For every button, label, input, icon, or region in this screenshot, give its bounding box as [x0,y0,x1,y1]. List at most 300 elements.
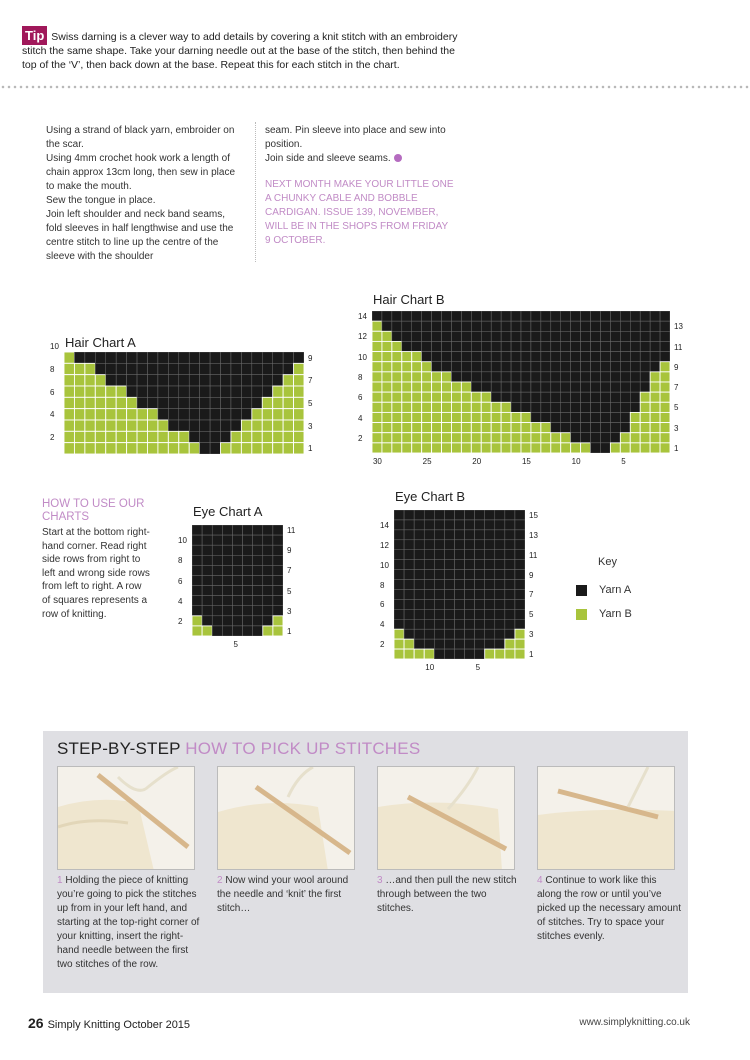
chart-cell [561,412,571,422]
chart-cell [451,331,461,341]
chart-cell [561,331,571,341]
chart-cell [179,375,189,386]
chart-cell [461,382,471,392]
chart-cell [189,363,199,374]
chart-cell [372,362,382,372]
chart-cell [571,423,581,433]
chart-cell [404,550,414,560]
chart-cell [294,375,304,386]
chart-cell [581,402,591,412]
chart-cell [179,386,189,397]
chart-cell [501,321,511,331]
chart-cell [495,540,505,550]
chart-cell [495,510,505,520]
chart-cell [650,402,660,412]
chart-cell [650,362,660,372]
chart-cell [451,321,461,331]
chart-cell [253,525,263,535]
row-label-right: 13 [529,530,538,540]
chart-cell [392,331,402,341]
chart-cell [424,510,434,520]
chart-cell [414,599,424,609]
chart-cell [212,545,222,555]
chart-cell [394,540,404,550]
chart-cell [541,412,551,422]
chart-cell [531,423,541,433]
chart-cell [412,382,422,392]
chart-cell [402,341,412,351]
chart-cell [454,639,464,649]
chart-cell [442,362,452,372]
chart-cell [610,392,620,402]
row-label-left: 4 [50,410,55,420]
chart-cell [414,639,424,649]
chart-cell [620,423,630,433]
chart-cell [465,580,475,590]
chart-cell [461,352,471,362]
chart-cell [404,560,414,570]
column-label: 5 [233,640,238,649]
chart-cell [640,372,650,382]
chart-cell [541,352,551,362]
chart-cell [241,386,251,397]
chart-cell [147,397,157,408]
chart-cell [491,412,501,422]
chart-cell [273,606,283,616]
chart-cell [424,520,434,530]
chart-cell [444,599,454,609]
chart-cell [551,372,561,382]
chart-cell [454,570,464,580]
chart-cell [253,555,263,565]
chart-cell [210,386,220,397]
chart-cell [640,423,650,433]
chart-cell [263,545,273,555]
next-month-note: NEXT MONTH MAKE YOUR LITTLE ONE A CHUNKY CABLE AND BOBBLE CARDIGAN. ISSUE 139, NOVEMBER, WILL BE IN THE SHOPS FROM FRIDAY 9 OCTOBER. [265,179,454,246]
chart-cell [252,397,262,408]
chart-cell [414,560,424,570]
chart-cell [232,626,242,636]
chart-cell [485,550,495,560]
chart-cell [158,443,168,454]
chart-cell [382,392,392,402]
chart-cell [660,311,670,321]
row-label-right: 15 [529,510,538,520]
hair-chart-b [372,311,670,453]
chart-cell [620,412,630,422]
chart-cell [434,580,444,590]
eye-chart-a [192,525,283,636]
magazine-title: Simply Knitting October 2015 [47,1019,191,1031]
chart-cell [461,341,471,351]
chart-cell [561,402,571,412]
chart-cell [491,402,501,412]
chart-cell [222,575,232,585]
chart-cell [252,443,262,454]
chart-cell [660,331,670,341]
chart-cell [192,565,202,575]
chart-cell [591,423,601,433]
chart-cell [116,352,126,363]
tip-badge: Tip [22,26,47,45]
chart-cell [106,375,116,386]
chart-cell [74,420,84,431]
row-label-left: 10 [50,342,59,352]
chart-cell [74,409,84,420]
chart-cell [392,311,402,321]
chart-cell [243,606,253,616]
chart-cell [491,362,501,372]
chart-cell [551,311,561,321]
chart-cell [422,443,432,453]
chart-cell [404,570,414,580]
chart-cell [432,321,442,331]
chart-cell [551,341,561,351]
chart-cell [491,423,501,433]
chart-cell [85,386,95,397]
chart-cell [491,372,501,382]
chart-cell [515,570,525,580]
chart-cell [660,362,670,372]
chart-cell [591,433,601,443]
chart-cell [402,321,412,331]
chart-cell [475,530,485,540]
chart-cell [221,420,231,431]
chart-cell [434,540,444,550]
chart-cell [591,443,601,453]
chart-cell [243,535,253,545]
chart-cell [551,412,561,422]
chart-cell [127,409,137,420]
chart-cell [571,331,581,341]
chart-cell [491,443,501,453]
chart-cell [263,525,273,535]
chart-cell [243,616,253,626]
chart-cell [402,443,412,453]
chart-cell [392,402,402,412]
chart-cell [116,431,126,442]
chart-cell [515,639,525,649]
chart-cell [610,423,620,433]
chart-cell [432,372,442,382]
chart-cell [222,525,232,535]
chart-cell [444,589,454,599]
chart-cell [650,321,660,331]
chart-cell [442,412,452,422]
chart-cell [394,520,404,530]
chart-cell [241,431,251,442]
chart-cell [294,386,304,397]
column-divider [255,122,256,262]
row-label-left: 6 [178,576,183,586]
chart-cell [561,341,571,351]
row-label-right: 11 [674,342,683,352]
row-label-right: 7 [287,566,292,576]
chart-cell [600,341,610,351]
chart-cell [531,382,541,392]
chart-cell [461,443,471,453]
chart-cell [485,510,495,520]
chart-cell [392,362,402,372]
chart-cell [210,352,220,363]
step-by-step-panel [43,731,688,993]
chart-cell [95,375,105,386]
chart-cell [434,609,444,619]
chart-cell [515,550,525,560]
chart-cell [189,420,199,431]
chart-cell [402,392,412,402]
chart-cell [620,362,630,372]
row-label-right: 1 [674,443,679,453]
yarn-ball-icon [394,154,402,162]
chart-cell [495,639,505,649]
chart-cell [505,629,515,639]
chart-cell [158,363,168,374]
chart-cell [422,392,432,402]
chart-cell [454,560,464,570]
row-label-right: 3 [674,423,679,433]
chart-cell [64,397,74,408]
row-label-left: 12 [358,332,367,342]
chart-cell [189,409,199,420]
chart-cell [422,423,432,433]
footer-url: www.simplyknitting.co.uk [579,1017,690,1028]
column-label: 30 [372,457,382,466]
chart-cell [451,352,461,362]
chart-cell [491,382,501,392]
chart-cell [495,629,505,639]
row-label-right: 3 [287,606,292,616]
chart-cell [515,619,525,629]
chart-cell [511,423,521,433]
step-photo-4 [537,766,675,870]
chart-cell [511,331,521,341]
row-label-left: 4 [358,413,363,423]
chart-cell [294,397,304,408]
chart-cell [515,649,525,659]
chart-cell [424,589,434,599]
chart-cell [610,372,620,382]
chart-cell [600,392,610,402]
chart-cell [392,433,402,443]
chart-cell [495,570,505,580]
chart-cell [640,412,650,422]
chart-cell [481,362,491,372]
chart-cell [442,352,452,362]
chart-cell [127,375,137,386]
chart-cell [471,362,481,372]
chart-cell [461,392,471,402]
chart-cell [283,409,293,420]
chart-cell [273,443,283,454]
chart-cell [95,352,105,363]
chart-cell [495,619,505,629]
chart-cell [531,392,541,402]
chart-cell [95,420,105,431]
chart-cell [412,392,422,402]
chart-cell [253,616,263,626]
chart-cell [394,580,404,590]
chart-cell [147,386,157,397]
chart-cell [442,402,452,412]
chart-cell [372,341,382,351]
chart-cell [221,409,231,420]
chart-cell [620,382,630,392]
chart-cell [232,565,242,575]
chart-title-eye-b: Eye Chart B [395,489,466,504]
chart-cell [372,321,382,331]
chart-cell [221,397,231,408]
chart-cell [495,589,505,599]
chart-cell [505,520,515,530]
chart-cell [541,372,551,382]
chart-cell [454,550,464,560]
chart-cell [189,352,199,363]
chart-cell [491,331,501,341]
chart-cell [402,382,412,392]
chart-cell [444,540,454,550]
chart-cell [158,420,168,431]
chart-cell [394,619,404,629]
chart-cell [620,443,630,453]
chart-cell [475,629,485,639]
chart-cell [444,609,454,619]
chart-cell [412,412,422,422]
chart-cell [620,433,630,443]
chart-cell [491,321,501,331]
chart-cell [64,409,74,420]
chart-cell [263,596,273,606]
chart-cell [432,331,442,341]
chart-cell [106,386,116,397]
instruction-para: Join side and sleeve seams. [265,152,455,166]
chart-cell [505,550,515,560]
chart-cell [581,341,591,351]
chart-cell [200,420,210,431]
chart-cell [394,589,404,599]
chart-cell [475,540,485,550]
chart-cell [451,433,461,443]
chart-cell [294,443,304,454]
chart-cell [471,382,481,392]
chart-cell [531,311,541,321]
chart-cell [414,619,424,629]
chart-cell [414,570,424,580]
chart-cell [74,363,84,374]
chart-cell [495,550,505,560]
chart-cell [95,431,105,442]
chart-cell [581,423,591,433]
row-label-left: 10 [380,560,389,570]
chart-cell [485,530,495,540]
chart-cell [451,372,461,382]
chart-cell [414,629,424,639]
chart-cell [442,311,452,321]
chart-cell [422,382,432,392]
chart-cell [511,352,521,362]
chart-cell [222,586,232,596]
chart-cell [475,609,485,619]
step-photo-3 [377,766,515,870]
key-label: Yarn A [599,584,632,596]
chart-cell [202,575,212,585]
chart-cell [273,565,283,575]
step-by-step-title: STEP-BY-STEP HOW TO PICK UP STITCHES [57,739,421,758]
chart-cell [382,372,392,382]
column-label: 5 [475,663,481,672]
chart-cell [551,321,561,331]
chart-cell [179,363,189,374]
chart-cell [189,375,199,386]
chart-cell [444,649,454,659]
chart-cell [471,423,481,433]
column-label: 20 [472,457,482,466]
chart-cell [422,311,432,321]
chart-cell [640,331,650,341]
chart-cell [640,321,650,331]
chart-cell [475,639,485,649]
chart-cell [454,589,464,599]
chart-cell [485,609,495,619]
chart-cell [515,580,525,590]
chart-cell [210,409,220,420]
row-label-right: 9 [308,353,313,363]
chart-cell [521,341,531,351]
chart-cell [640,443,650,453]
chart-cell [210,363,220,374]
chart-cell [382,362,392,372]
chart-cell [432,341,442,351]
chart-cell [485,629,495,639]
chart-cell [515,520,525,530]
step-3-text: 3 …and then pull the new stitch through between the two stitches. [377,875,517,914]
chart-cell [210,431,220,442]
chart-cell [95,443,105,454]
chart-cell [600,382,610,392]
chart-cell [481,382,491,392]
row-label-right: 3 [308,421,313,431]
chart-cell [495,599,505,609]
chart-cell [434,589,444,599]
chart-cell [650,331,660,341]
chart-cell [434,530,444,540]
chart-cell [531,362,541,372]
chart-cell [394,570,404,580]
chart-cell [551,443,561,453]
chart-cell [137,420,147,431]
chart-cell [475,619,485,629]
chart-cell [444,629,454,639]
chart-cell [561,382,571,392]
chart-cell [106,352,116,363]
chart-cell [95,409,105,420]
chart-cell [434,649,444,659]
chart-cell [434,560,444,570]
chart-cell [442,382,452,392]
row-label-right: 11 [287,526,296,536]
chart-cell [252,363,262,374]
chart-cell [505,530,515,540]
chart-cell [392,392,402,402]
chart-cell [158,431,168,442]
chart-cell [200,363,210,374]
chart-cell [620,341,630,351]
chart-cell [600,372,610,382]
chart-cell [475,570,485,580]
chart-cell [571,352,581,362]
chart-cell [137,443,147,454]
chart-cell [475,520,485,530]
